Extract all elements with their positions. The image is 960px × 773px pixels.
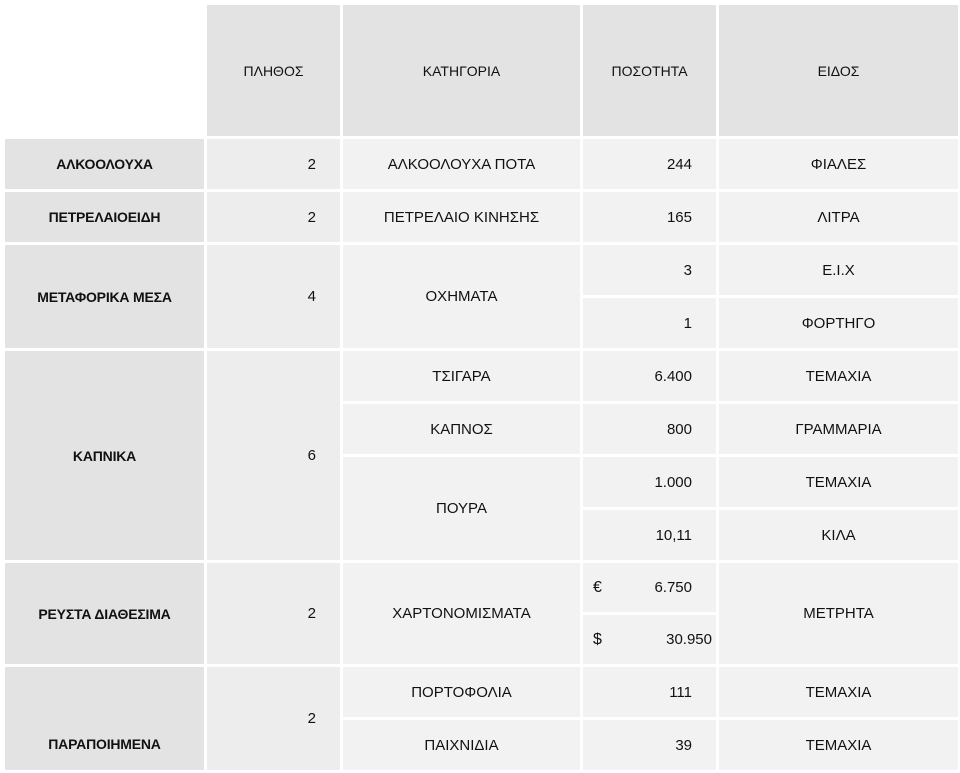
item-quantity: 6.400 [582,350,718,403]
item-category: ΚΑΠΝΟΣ [342,403,582,456]
item-category: ΠΟΥΡΑ [342,456,582,562]
amount-value: 30.950 [666,631,712,648]
group-count: 6 [206,350,342,562]
item-category: ΧΑΡΤΟΝΟΜΙΣΜΑΤΑ [342,562,582,666]
group-name: ΜΕΤΑΦΟΡΙΚΑ ΜΕΣΑ [4,244,206,350]
item-quantity: 3 [582,244,718,297]
group-count: 2 [206,138,342,191]
item-category: ΤΣΙΓΑΡΑ [342,350,582,403]
table-row [4,350,960,403]
item-type: ΚΙΛΑ [718,509,960,562]
item-type: ΜΕΤΡΗΤΑ [718,562,960,666]
item-quantity: 10,11 [582,509,718,562]
item-type: ΦΙΑΛΕΣ [718,138,960,191]
header-quantity: ΠΟΣΟΤΗΤΑ [582,4,718,138]
group-count: 2 [206,562,342,666]
item-type: ΤΕΜΑΧΙΑ [718,350,960,403]
group-name: ΚΑΠΝΙΚΑ [4,350,206,562]
group-name: ΡΕΥΣΤΑ ΔΙΑΘΕΣΙΜΑ [4,562,206,666]
item-quantity: 165 [582,191,718,244]
currency-amount [582,614,718,666]
header-count: ΠΛΗΘΟΣ [206,4,342,138]
item-type: ΛΙΤΡΑ [718,191,960,244]
item-category: ΠΕΤΡΕΛΑΙΟ ΚΙΝΗΣΗΣ [342,191,582,244]
item-category: ΠΟΡΤΟΦΟΛΙΑ [342,666,582,719]
item-type: ΤΕΜΑΧΙΑ [718,719,960,772]
dollar-symbol: $ [593,630,602,648]
group-count: 4 [206,244,342,350]
group-count: 2 [206,191,342,244]
seizures-table [2,2,960,773]
item-quantity: 244 [582,138,718,191]
item-type: ΤΕΜΑΧΙΑ [718,666,960,719]
header-type: ΕΙΔΟΣ [718,4,960,138]
item-category: ΟΧΗΜΑΤΑ [342,244,582,350]
table-row [4,666,960,719]
item-category: ΑΛΚΟΟΛΟΥΧΑ ΠΟΤΑ [342,138,582,191]
item-type: ΦΟΡΤΗΓΟ [718,297,960,350]
item-type: Ε.Ι.Χ [718,244,960,297]
item-quantity: 39 [582,719,718,772]
item-quantity: 1 [582,297,718,350]
header-row [4,4,960,138]
table-row [4,244,960,297]
group-count: 2 [206,666,342,772]
group-name: ΠΕΤΡΕΛΑΙΟΕΙΔΗ [4,191,206,244]
group-name: ΑΛΚΟΟΛΟΥΧΑ [4,138,206,191]
item-type: ΓΡΑΜΜΑΡΙΑ [718,403,960,456]
header-category: ΚΑΤΗΓΟΡΙΑ [342,4,582,138]
table-row [4,191,960,244]
header-empty-cell [4,4,206,138]
euro-symbol: € [593,578,602,596]
table-row [4,138,960,191]
table-row [4,562,960,614]
item-category: ΠΑΙΧΝΙΔΙΑ [342,719,582,772]
item-type: ΤΕΜΑΧΙΑ [718,456,960,509]
amount-value: 6.750 [654,579,692,596]
item-quantity: 1.000 [582,456,718,509]
item-quantity: 800 [582,403,718,456]
currency-amount [582,562,718,614]
group-name: ΠΑΡΑΠΟΙΗΜΕΝΑ [4,666,206,772]
item-quantity: 111 [582,666,718,719]
